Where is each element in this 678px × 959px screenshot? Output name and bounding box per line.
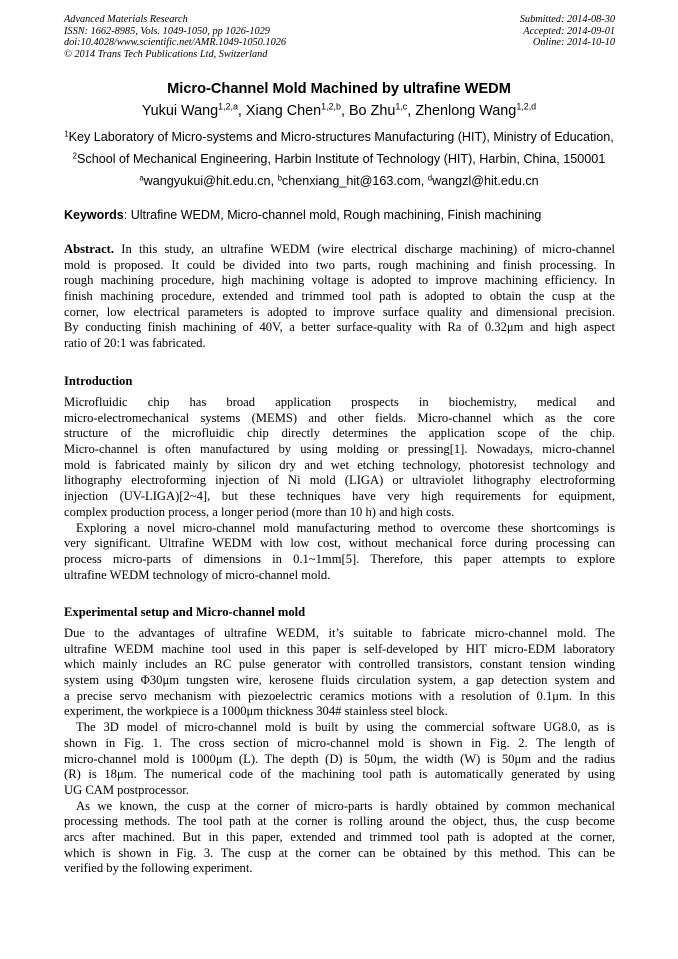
affiliation-1: [0, 129, 678, 145]
author-name: Yukui Wang: [141, 103, 219, 119]
paragraph-line: micro-channel mold is 1000μm (L). The depth (D) is 50μm, the width (W) is 50μm and the radius: [64, 751, 615, 766]
paragraph-line: (R) is 18μm. The numerical code of the machining tool path is automatically generated by using: [64, 767, 615, 782]
author-list: [0, 101, 678, 121]
author-affiliation-mark: 1,c: [395, 101, 408, 112]
email-separator: ,: [420, 174, 428, 188]
abstract-line: By conducting finish machining of 40V, a better surface-quality with Ra of 0.32μm and high aspect: [64, 320, 615, 335]
abstract: [64, 242, 615, 352]
abstract-line: ratio of 20:1 was fabricated.: [64, 336, 206, 351]
affiliation-mark: 1: [64, 129, 69, 139]
paragraph-line: micro-electromechanical systems (MEMS) and other fields. Micro-channel which as the core: [64, 410, 615, 425]
author-separator: ,: [407, 103, 416, 119]
email-address[interactable]: chenxiang_hit@163.com: [281, 174, 421, 188]
paragraph-line: verified by the following experiment.: [64, 861, 253, 876]
paragraph-line: which mainly includes an RC pulse generator with controlled transistors, constant tension winding: [64, 657, 615, 672]
paragraph-line: which is shown in Fig. 3. The cusp at the corner can be obtained by this method. This can be: [64, 845, 615, 860]
keywords-label: Keywords: [64, 208, 124, 222]
abstract-line: finish machining procedure, extended and trimmed tool path is adopted to obtain the cusp at the: [64, 289, 615, 304]
submitted-date: Submitted: 2014-08-30: [519, 14, 615, 25]
keywords: [64, 207, 616, 223]
author-affiliation-mark: 1,2,d: [516, 101, 537, 112]
abstract-line: corner, low electrical parameters is adopted to improve surface quality and dimensional precision.: [64, 304, 615, 319]
author-separator: ,: [340, 103, 349, 119]
affiliation-text: School of Mechanical Engineering, Harbin Institute of Technology (HIT), Harbin, China, 150001: [77, 152, 606, 166]
paragraph-line: The 3D model of micro-channel mold is built by using the commercial software UG8.0, as is: [76, 720, 615, 735]
paragraph-line: As we known, the cusp at the corner of micro-parts is hardly obtained by common mechanical: [76, 798, 615, 813]
abstract-text: In this study, an ultrafine WEDM (wire electrical discharge machining) of micro-channel: [114, 242, 615, 256]
author-emails: [0, 173, 678, 189]
paragraph-line: Due to the advantages of ultrafine WEDM, it’s suitable to fabricate micro-channel mold. The: [64, 626, 615, 640]
accepted-date: Accepted: 2014-09-01: [523, 25, 615, 37]
author-affiliation-mark: 1,2,a: [218, 101, 238, 112]
abstract-line: mold is proposed. It could be divided into two parts, rough machining and finish processing. In: [64, 257, 615, 272]
journal-issn: ISSN: 1662-8985, Vols. 1049-1050, pp 1026-1029: [64, 25, 270, 37]
abstract-line: rough machining procedure, high machining voltage is adopted to improve machining efficiency. In: [64, 273, 615, 288]
email-mark: b: [277, 173, 282, 183]
paragraph-line: process micro-parts of dimensions in 0.1~1mm[5]. Therefore, this paper attempts to explore: [64, 551, 615, 566]
email-separator: ,: [270, 174, 278, 188]
abstract-line: [64, 242, 615, 258]
paper-title: Micro-Channel Mold Machined by ultrafine WEDM: [167, 81, 511, 97]
author-name: Zhenlong Wang: [415, 103, 517, 119]
email-mark: a: [139, 173, 144, 183]
experimental-body: [64, 626, 615, 877]
journal-copyright: © 2014 Trans Tech Publications Ltd, Switzerland: [64, 48, 268, 60]
author-affiliation-mark: 1,2,b: [321, 101, 341, 112]
paragraph-line: complex production process, a longer period (more than 10 h) and high costs.: [64, 504, 455, 519]
journal-doi: doi:10.4028/www.scientific.net/AMR.1049-1050.1026: [64, 37, 287, 49]
paragraph-line: experiment, the workpiece is a 1000μm thickness 304# stainless steel block.: [64, 704, 448, 719]
paragraph-line: arcs after machined. But in this paper, extended and trimmed tool path is adopted at the corner,: [64, 829, 615, 844]
affiliation-text: Key Laboratory of Micro-systems and Micro-structures Manufacturing (HIT), Ministry of Education,: [68, 130, 614, 144]
paragraph-line: a precise servo mechanism with piezoelectric ceramics motions with a resolution of 0.1μm. In this: [64, 688, 615, 703]
paragraph-line: Microfluidic chip has broad application prospects in biochemistry, medical and: [64, 395, 615, 409]
abstract-label: Abstract.: [64, 242, 115, 256]
paragraph-line: Micro-channel is often manufactured by using molding or pressing[1]. Nowadays, micro-channel: [64, 442, 615, 457]
section-heading-experimental: Experimental setup and Micro-channel mold: [64, 605, 306, 619]
author-name: Xiang Chen: [245, 103, 322, 119]
paragraph-line: mold is fabricated mainly by silicon dry and wet etching technology, photoresist technology and: [64, 457, 615, 472]
paragraph-line: UG CAM postprocessor.: [64, 782, 189, 797]
journal-name: Advanced Materials Research: [64, 14, 188, 25]
publication-dates: [520, 14, 615, 49]
affiliation-mark: 2: [72, 151, 78, 161]
author-separator: ,: [237, 103, 246, 119]
introduction-body: [64, 395, 615, 583]
paragraph-line: injection (UV-LIGA)[2~4], but these techniques have very high requirements for equipment,: [64, 489, 615, 504]
author-name: Bo Zhu: [348, 103, 396, 119]
paragraph-line: very significant. Ultrafine WEDM with low cost, without mechanical force during processing can: [64, 536, 615, 551]
paragraph-line: Exploring a novel micro-channel mold manufacturing method to overcome these shortcomings is: [76, 520, 615, 535]
paragraph-line: ultrafine WEDM technology of micro-channel mold.: [64, 567, 331, 582]
paragraph-line: system using Φ30μm tungsten wire, kerosene fluids circulation system, a gap detection system and: [64, 673, 615, 688]
paragraph-line: shown in Fig. 1. The cross section of micro-channel mold is shown in Fig. 2. The length of: [64, 735, 615, 750]
section-heading-introduction: Introduction: [64, 374, 133, 388]
email-address[interactable]: wangyukui@hit.edu.cn: [143, 174, 271, 188]
journal-info: [64, 14, 286, 60]
paragraph-line: ultrafine WEDM machine tool used in this paper is self-developed by HIT micro-EDM laboratory: [64, 641, 615, 656]
paragraph-line: processing methods. The tool path at the corner is rolling around the object, thus, the cusp become: [64, 814, 615, 829]
affiliation-2: [0, 151, 678, 167]
keywords-text: : Ultrafine WEDM, Micro-channel mold, Rough machining, Finish machining: [123, 208, 542, 222]
email-address[interactable]: wangzl@hit.edu.cn: [432, 174, 539, 188]
email-mark: d: [427, 173, 433, 183]
paragraph-line: lithography electroforming injection of Ni mold (LIGA) or ultraviolet lithography electroforming: [64, 473, 615, 488]
online-date: Online: 2014-10-10: [532, 37, 615, 49]
paragraph-line: structure of the microfluidic chip directly determines the application scope of the chip.: [64, 426, 615, 441]
